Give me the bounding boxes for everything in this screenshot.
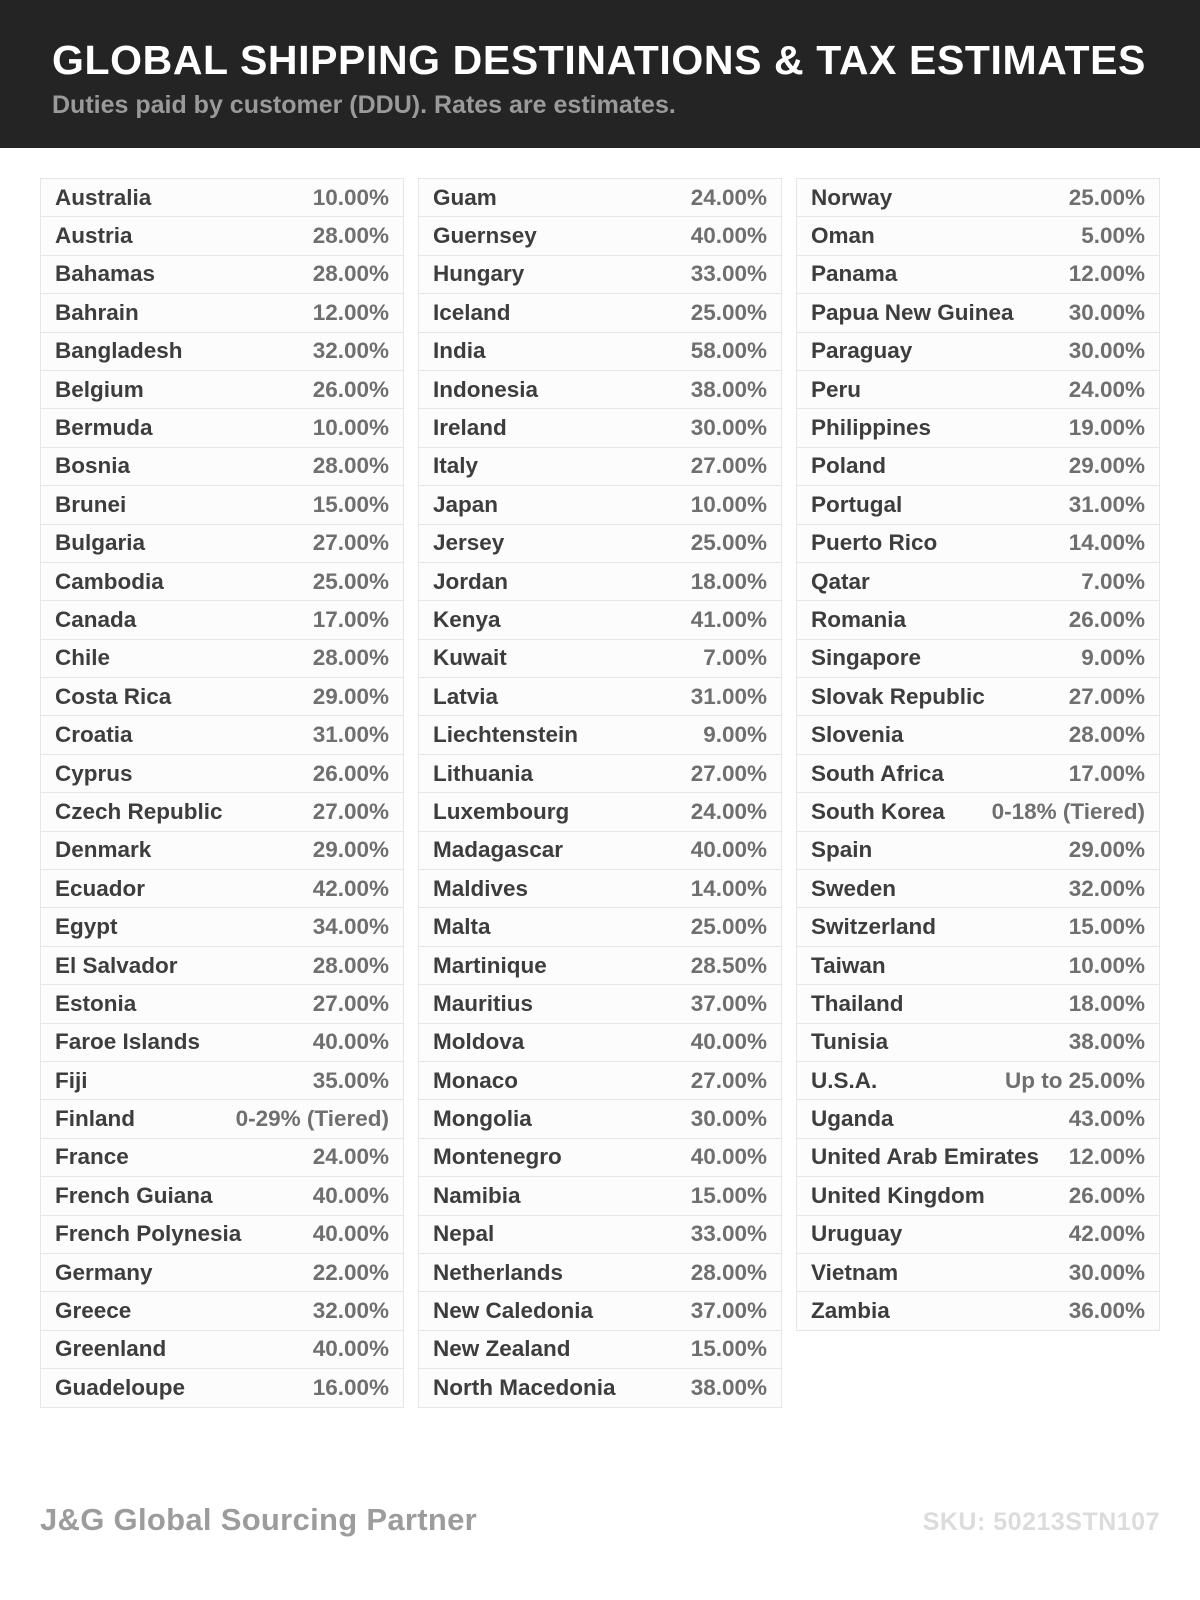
- tax-rate: 16.00%: [312, 1374, 389, 1400]
- tax-rate: 9.00%: [703, 722, 767, 748]
- country-name: Malta: [433, 914, 491, 940]
- country-name: Greenland: [55, 1336, 167, 1362]
- footer: [40, 1502, 1160, 1538]
- table-row: [796, 1253, 1160, 1292]
- tax-rate: 31.00%: [312, 722, 389, 748]
- tax-rate: 28.00%: [690, 1259, 767, 1285]
- tax-rate: 5.00%: [1081, 223, 1145, 249]
- table-row: [796, 1176, 1160, 1215]
- table-row: [40, 370, 404, 409]
- tax-rate: 43.00%: [1068, 1106, 1145, 1132]
- country-name: Egypt: [55, 914, 118, 940]
- header: [0, 0, 1200, 148]
- tax-rate: 7.00%: [1081, 568, 1145, 594]
- tax-rate: 18.00%: [690, 568, 767, 594]
- tax-rate: 38.00%: [690, 1374, 767, 1400]
- country-name: Germany: [55, 1259, 153, 1285]
- table-row: [418, 1330, 782, 1369]
- table-row: [796, 639, 1160, 678]
- table-row: [418, 831, 782, 870]
- tax-rate: 58.00%: [690, 338, 767, 364]
- table-row: [796, 370, 1160, 409]
- country-name: New Caledonia: [433, 1298, 594, 1324]
- country-name: United Arab Emirates: [811, 1144, 1039, 1170]
- country-name: Romania: [811, 606, 907, 632]
- country-name: Namibia: [433, 1182, 521, 1208]
- country-name: Uganda: [811, 1106, 894, 1132]
- country-name: South Korea: [811, 798, 945, 824]
- country-name: Latvia: [433, 683, 499, 709]
- table-row: [418, 1023, 782, 1062]
- table-row: [40, 1061, 404, 1100]
- table-row: [418, 562, 782, 601]
- table-row: [418, 946, 782, 985]
- tax-rate: 0-29% (Tiered): [235, 1106, 389, 1132]
- table-row: [40, 1330, 404, 1369]
- table-row: [796, 1099, 1160, 1138]
- table-row: [796, 869, 1160, 908]
- table-row: [796, 408, 1160, 447]
- country-name: Spain: [811, 837, 873, 863]
- table-row: [40, 1023, 404, 1062]
- country-name: Portugal: [811, 491, 903, 517]
- table-row: [796, 1291, 1160, 1330]
- table-row: [796, 792, 1160, 831]
- country-name: Ecuador: [55, 875, 146, 901]
- tax-rate: 29.00%: [1068, 837, 1145, 863]
- tax-rate: 26.00%: [312, 760, 389, 786]
- tax-rate: 27.00%: [690, 1067, 767, 1093]
- country-name: Mongolia: [433, 1106, 532, 1132]
- country-name: Jordan: [433, 568, 509, 594]
- country-name: Taiwan: [811, 952, 886, 978]
- country-name: Montenegro: [433, 1144, 562, 1170]
- table-row: [40, 754, 404, 793]
- table-row: [40, 1138, 404, 1177]
- table-row: [40, 715, 404, 754]
- tax-rate: 40.00%: [690, 837, 767, 863]
- tax-rate: 25.00%: [312, 568, 389, 594]
- tax-rate: 14.00%: [1068, 530, 1145, 556]
- country-name: Maldives: [433, 875, 529, 901]
- table-row: [418, 792, 782, 831]
- tax-rate: 26.00%: [312, 376, 389, 402]
- table-row: [40, 293, 404, 332]
- country-name: Zambia: [811, 1298, 890, 1324]
- page-subtitle: Duties paid by customer (DDU). Rates are estimates.: [52, 91, 676, 120]
- tax-rate: 28.00%: [312, 952, 389, 978]
- table-row: [418, 447, 782, 486]
- country-name: Tunisia: [811, 1029, 889, 1055]
- tax-rate: 40.00%: [312, 1029, 389, 1055]
- table-row: [796, 447, 1160, 486]
- table-row: [40, 562, 404, 601]
- country-name: Monaco: [433, 1067, 519, 1093]
- country-name: North Macedonia: [433, 1374, 616, 1400]
- table-row: [40, 1368, 404, 1407]
- table-row: [40, 1291, 404, 1330]
- country-name: Peru: [811, 376, 862, 402]
- country-name: Vietnam: [811, 1259, 899, 1285]
- table-row: [40, 639, 404, 678]
- tax-rate: 15.00%: [1068, 914, 1145, 940]
- tax-rate: 18.00%: [1068, 990, 1145, 1016]
- country-name: Chile: [55, 645, 111, 671]
- tax-rate: 27.00%: [312, 530, 389, 556]
- table-row: [40, 178, 404, 217]
- table-row: [796, 831, 1160, 870]
- country-name: Kuwait: [433, 645, 507, 671]
- tax-rate: 29.00%: [1068, 453, 1145, 479]
- table-row: [40, 1176, 404, 1215]
- table-row: [418, 1215, 782, 1254]
- country-name: French Polynesia: [55, 1221, 242, 1247]
- country-name: Luxembourg: [433, 798, 570, 824]
- table-row: [796, 946, 1160, 985]
- tax-rate: 12.00%: [1068, 1144, 1145, 1170]
- table-row: [796, 677, 1160, 716]
- table-row: [40, 255, 404, 294]
- country-name: Greece: [55, 1298, 132, 1324]
- country-name: Lithuania: [433, 760, 533, 786]
- table-row: [40, 600, 404, 639]
- table-row: [40, 524, 404, 563]
- table-row: [796, 524, 1160, 563]
- country-name: Kenya: [433, 606, 501, 632]
- tax-rate: 30.00%: [1068, 299, 1145, 325]
- brand-name: J&G Global Sourcing Partner: [40, 1502, 478, 1537]
- table-row: [40, 447, 404, 486]
- tax-rate: 38.00%: [1068, 1029, 1145, 1055]
- tax-rate: 7.00%: [703, 645, 767, 671]
- table-row: [418, 178, 782, 217]
- country-name: Italy: [433, 453, 479, 479]
- table-row: [418, 754, 782, 793]
- country-name: Fiji: [55, 1067, 88, 1093]
- country-name: Paraguay: [811, 338, 913, 364]
- table-row: [40, 1253, 404, 1292]
- tax-rate: 30.00%: [1068, 1259, 1145, 1285]
- tax-rate: 14.00%: [690, 875, 767, 901]
- country-name: Puerto Rico: [811, 530, 938, 556]
- tax-rate: 30.00%: [690, 1106, 767, 1132]
- tax-rate: 19.00%: [1068, 415, 1145, 441]
- tax-rate: 15.00%: [690, 1182, 767, 1208]
- country-name: Austria: [55, 223, 133, 249]
- country-name: Indonesia: [433, 376, 539, 402]
- tax-rate: 36.00%: [1068, 1298, 1145, 1324]
- tax-rate: 29.00%: [312, 837, 389, 863]
- country-name: Japan: [433, 491, 499, 517]
- tax-rate: 42.00%: [312, 875, 389, 901]
- tax-rate: 32.00%: [312, 1298, 389, 1324]
- tax-rate: 40.00%: [690, 1144, 767, 1170]
- country-name: Moldova: [433, 1029, 525, 1055]
- country-name: Jersey: [433, 530, 505, 556]
- table-row: [40, 869, 404, 908]
- country-name: Madagascar: [433, 837, 564, 863]
- tax-rate: 40.00%: [312, 1221, 389, 1247]
- country-name: Faroe Islands: [55, 1029, 201, 1055]
- tax-rate: 12.00%: [312, 299, 389, 325]
- table-row: [418, 216, 782, 255]
- tax-rate: 25.00%: [690, 299, 767, 325]
- country-name: Bahrain: [55, 299, 139, 325]
- country-name: Bermuda: [55, 415, 153, 441]
- table-row: [796, 1061, 1160, 1100]
- table-row: [418, 1099, 782, 1138]
- tax-rate: 31.00%: [690, 683, 767, 709]
- country-name: Norway: [811, 184, 893, 210]
- table-row: [796, 600, 1160, 639]
- table-row: [418, 1176, 782, 1215]
- country-name: French Guiana: [55, 1182, 213, 1208]
- country-name: India: [433, 338, 486, 364]
- table-row: [418, 600, 782, 639]
- table-row: [796, 984, 1160, 1023]
- country-name: Belgium: [55, 376, 144, 402]
- tax-rate: 31.00%: [1068, 491, 1145, 517]
- tax-rate: 24.00%: [1068, 376, 1145, 402]
- table-row: [418, 293, 782, 332]
- table-row: [418, 984, 782, 1023]
- table-row: [796, 255, 1160, 294]
- country-name: New Zealand: [433, 1336, 571, 1362]
- country-name: Costa Rica: [55, 683, 172, 709]
- tax-rate: 15.00%: [690, 1336, 767, 1362]
- tax-rate: 10.00%: [690, 491, 767, 517]
- tax-rate: 0-18% (Tiered): [991, 798, 1145, 824]
- table-row: [40, 408, 404, 447]
- tax-rate: 28.00%: [312, 261, 389, 287]
- country-name: Canada: [55, 606, 137, 632]
- tax-rate: 17.00%: [312, 606, 389, 632]
- country-name: Oman: [811, 223, 875, 249]
- table-row: [796, 332, 1160, 371]
- country-name: Mauritius: [433, 990, 534, 1016]
- country-name: Guadeloupe: [55, 1374, 186, 1400]
- rates-table: [40, 178, 1160, 1408]
- country-name: Czech Republic: [55, 798, 223, 824]
- country-name: Martinique: [433, 952, 547, 978]
- tax-rate: 17.00%: [1068, 760, 1145, 786]
- tax-rate: 32.00%: [312, 338, 389, 364]
- tax-rate: 24.00%: [690, 798, 767, 824]
- table-row: [418, 408, 782, 447]
- country-name: Denmark: [55, 837, 152, 863]
- table-row: [418, 332, 782, 371]
- tax-rate: 24.00%: [690, 184, 767, 210]
- table-row: [796, 562, 1160, 601]
- table-row: [418, 907, 782, 946]
- tax-rate: 25.00%: [690, 914, 767, 940]
- table-row: [40, 332, 404, 371]
- tax-rate: 28.00%: [312, 223, 389, 249]
- tax-rate: 22.00%: [312, 1259, 389, 1285]
- table-row: [40, 216, 404, 255]
- tax-rate: 34.00%: [312, 914, 389, 940]
- country-name: Sweden: [811, 875, 897, 901]
- tax-rate: 28.00%: [312, 453, 389, 479]
- page-title: GLOBAL SHIPPING DESTINATIONS & TAX ESTIMATES: [52, 37, 1146, 83]
- tax-rate: 26.00%: [1068, 1182, 1145, 1208]
- country-name: Bulgaria: [55, 530, 146, 556]
- tax-rate: 26.00%: [1068, 606, 1145, 632]
- country-name: Thailand: [811, 990, 904, 1016]
- tax-rate: 27.00%: [312, 798, 389, 824]
- tax-rate: 30.00%: [690, 415, 767, 441]
- country-name: Bahamas: [55, 261, 156, 287]
- country-name: U.S.A.: [811, 1067, 878, 1093]
- country-name: Philippines: [811, 415, 932, 441]
- country-name: Liechtenstein: [433, 722, 579, 748]
- table-row: [796, 1138, 1160, 1177]
- table-row: [796, 216, 1160, 255]
- table-row: [418, 1253, 782, 1292]
- country-name: Hungary: [433, 261, 525, 287]
- country-name: Brunei: [55, 491, 127, 517]
- country-name: Estonia: [55, 990, 137, 1016]
- country-name: Slovenia: [811, 722, 904, 748]
- tax-rate: 10.00%: [312, 184, 389, 210]
- table-row: [418, 715, 782, 754]
- country-name: Poland: [811, 453, 887, 479]
- table-row: [418, 677, 782, 716]
- table-row: [418, 1368, 782, 1407]
- tax-rate: 40.00%: [312, 1336, 389, 1362]
- country-name: Netherlands: [433, 1259, 564, 1285]
- table-row: [418, 1061, 782, 1100]
- table-row: [40, 1099, 404, 1138]
- country-name: Ireland: [433, 415, 507, 441]
- tax-rate: 10.00%: [312, 415, 389, 441]
- country-name: Iceland: [433, 299, 511, 325]
- tax-rate: 32.00%: [1068, 875, 1145, 901]
- country-name: Nepal: [433, 1221, 495, 1247]
- table-row: [418, 370, 782, 409]
- tax-rate: 12.00%: [1068, 261, 1145, 287]
- country-name: Finland: [55, 1106, 135, 1132]
- table-row: [40, 984, 404, 1023]
- country-name: Slovak Republic: [811, 683, 985, 709]
- tax-rate: 27.00%: [690, 453, 767, 479]
- table-row: [40, 677, 404, 716]
- table-row: [796, 1215, 1160, 1254]
- tax-rate: Up to 25.00%: [1004, 1067, 1145, 1093]
- table-row: [418, 869, 782, 908]
- country-name: El Salvador: [55, 952, 178, 978]
- tax-rate: 25.00%: [690, 530, 767, 556]
- country-name: Cambodia: [55, 568, 164, 594]
- country-name: Qatar: [811, 568, 870, 594]
- tax-rate: 41.00%: [690, 606, 767, 632]
- table-row: [40, 831, 404, 870]
- country-name: France: [55, 1144, 129, 1170]
- tax-rate: 28.00%: [312, 645, 389, 671]
- table-row: [418, 639, 782, 678]
- tax-rate: 33.00%: [690, 1221, 767, 1247]
- country-name: Guam: [433, 184, 497, 210]
- country-name: Switzerland: [811, 914, 937, 940]
- country-name: South Africa: [811, 760, 944, 786]
- table-row: [796, 715, 1160, 754]
- tax-rate: 15.00%: [312, 491, 389, 517]
- tax-rate: 27.00%: [312, 990, 389, 1016]
- country-name: Guernsey: [433, 223, 537, 249]
- tax-rate: 28.00%: [1068, 722, 1145, 748]
- tax-rate: 24.00%: [312, 1144, 389, 1170]
- tax-rate: 37.00%: [690, 1298, 767, 1324]
- country-name: Bosnia: [55, 453, 131, 479]
- tax-rate: 28.50%: [690, 952, 767, 978]
- table-row: [796, 754, 1160, 793]
- tax-rate: 40.00%: [312, 1182, 389, 1208]
- table-row: [40, 1215, 404, 1254]
- country-name: Croatia: [55, 722, 133, 748]
- country-name: Australia: [55, 184, 152, 210]
- sku-label: SKU: 50213STN107: [922, 1508, 1160, 1536]
- table-row: [418, 1291, 782, 1330]
- tax-rate: 25.00%: [1068, 184, 1145, 210]
- tax-rate: 9.00%: [1081, 645, 1145, 671]
- country-name: Papua New Guinea: [811, 299, 1014, 325]
- tax-rate: 37.00%: [690, 990, 767, 1016]
- rates-column-3: [796, 178, 1160, 1408]
- table-row: [418, 1138, 782, 1177]
- rates-column-2: [418, 178, 782, 1408]
- table-row: [796, 293, 1160, 332]
- tax-rate: 10.00%: [1068, 952, 1145, 978]
- table-row: [40, 946, 404, 985]
- tax-rate: 35.00%: [312, 1067, 389, 1093]
- table-row: [418, 255, 782, 294]
- table-row: [418, 485, 782, 524]
- tax-rate: 27.00%: [1068, 683, 1145, 709]
- table-row: [40, 907, 404, 946]
- table-row: [418, 524, 782, 563]
- table-row: [40, 485, 404, 524]
- table-row: [796, 178, 1160, 217]
- country-name: Cyprus: [55, 760, 133, 786]
- rates-column-1: [40, 178, 404, 1408]
- country-name: United Kingdom: [811, 1182, 985, 1208]
- country-name: Singapore: [811, 645, 922, 671]
- table-row: [796, 1023, 1160, 1062]
- tax-rate: 42.00%: [1068, 1221, 1145, 1247]
- tax-rate: 30.00%: [1068, 338, 1145, 364]
- tax-rate: 27.00%: [690, 760, 767, 786]
- country-name: Bangladesh: [55, 338, 183, 364]
- tax-rate: 33.00%: [690, 261, 767, 287]
- table-row: [40, 792, 404, 831]
- tax-rate: 40.00%: [690, 223, 767, 249]
- country-name: Panama: [811, 261, 898, 287]
- table-row: [796, 485, 1160, 524]
- tax-rate: 29.00%: [312, 683, 389, 709]
- table-row: [796, 907, 1160, 946]
- tax-rate: 40.00%: [690, 1029, 767, 1055]
- tax-rate: 38.00%: [690, 376, 767, 402]
- country-name: Uruguay: [811, 1221, 903, 1247]
